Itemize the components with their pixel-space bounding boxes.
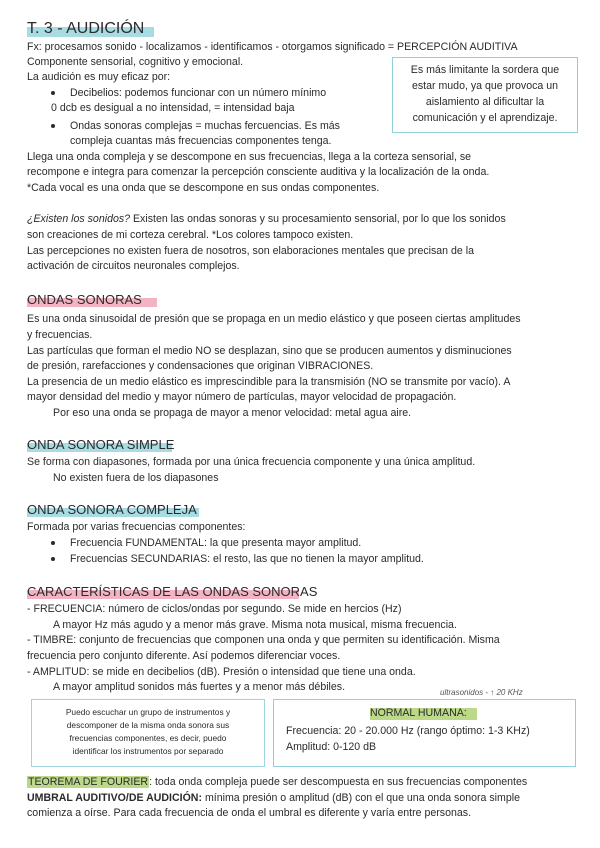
note-line: estar mudo, ya que provoca un — [411, 80, 559, 92]
ondas-line-2: y frecuencias. — [27, 329, 93, 341]
note-line: identificar los instrumentos por separado — [72, 746, 224, 756]
exist-question: ¿Existen los sonidos? — [27, 213, 131, 225]
exist-line-2: son creaciones de mi corteza cerebral. *Los colores tampoco existen. — [27, 229, 354, 241]
intro-fx: Fx: procesamos sonido - localizamos - identificamos - otorgamos significado = PERCEPCIÓN AUDITIVA — [27, 41, 518, 53]
umbral-term: UMBRAL AUDITIVO/DE AUDICIÓN: — [27, 792, 202, 804]
caract-timbre: - TIMBRE: conjunto de frecuencias que componen una onda y que permiten su identificación. Misma — [27, 634, 500, 646]
bullet-decibelios: Decibelios: podemos funcionar con un número mínimo — [70, 87, 327, 99]
exist-line-4: activación de circuitos neuronales complejos. — [27, 260, 240, 272]
heading-onda-compleja: ONDA SONORA COMPLEJA — [27, 502, 197, 518]
umbral-line-2: comienza a oírse. Para cada frecuencia de onda el umbral es diferente y varía entre personas. — [27, 807, 472, 819]
heading-onda-simple: ONDA SONORA SIMPLE — [27, 437, 175, 452]
heading-caracteristicas: CARACTERÍSTICAS DE LAS ONDAS SONORAS — [27, 584, 318, 599]
umbral-rest: mínima presión o amplitud (dB) con el que una onda sonora simple — [202, 792, 520, 804]
normal-amplitud: Amplitud: 0-120 dB — [286, 741, 377, 753]
normal-frecuencia: Frecuencia: 20 - 20.000 Hz (rango óptimo: 1-3 KHz) — [286, 725, 530, 737]
caract-timbre-detail: frecuencia pero conjunto diferente. Así podemos diferenciar voces. — [27, 650, 341, 662]
exist-line-3: Las percepciones no existen fuera de nosotros, son elaboraciones mentales que precisan de la — [27, 245, 474, 257]
intro-paragraph-2: recompone e integra para comenzar la percepción consciente auditiva y la localización de la onda. — [27, 166, 490, 178]
note-line: frecuencias componentes, es decir, puedo — [69, 733, 227, 743]
note-line: Es más limitante la sordera que — [410, 64, 560, 76]
ondas-line-3: Las partículas que forman el medio NO se desplazan, sino que se producen aumentos y disminuciones — [27, 345, 512, 357]
caract-frecuencia: - FRECUENCIA: número de ciclos/ondas por segundo. Se mide en hercios (Hz) — [27, 603, 402, 615]
caract-amplitud: - AMPLITUD: se mide en decibelios (dB). Presión o intensidad que tiene una onda. — [27, 666, 416, 678]
bullet-fundamental: Frecuencia FUNDAMENTAL: la que presenta mayor amplitud. — [70, 537, 362, 549]
note-line: comunicación y el aprendizaje. — [412, 112, 558, 124]
ondas-line-5: La presencia de un medio elástico es imprescindible para la transmisión (NO se transmite por vacío). A — [27, 376, 511, 388]
intro-paragraph-1: Llega una onda compleja y se descompone en sus frecuencias, llega a la corteza sensorial, se — [27, 151, 472, 163]
bullet-dot — [51, 124, 55, 128]
note-line: descomponer de la misma onda sonora sus — [66, 720, 230, 730]
intro-paragraph-3: *Cada vocal es una onda que se descompone en sus ondas componentes. — [27, 182, 380, 194]
bullet-dot — [51, 557, 55, 561]
page-title: T. 3 - AUDICIÓN — [27, 20, 144, 38]
fourier-rest: : toda onda compleja puede ser descompuesta en sus frecuencias componentes — [149, 776, 528, 788]
handwritten-ultrasonidos: ultrasonidos - ↑ 20 KHz — [440, 688, 523, 697]
bullet-dot — [51, 541, 55, 545]
compleja-line-1: Formada por varias frecuencias componentes: — [27, 521, 246, 533]
heading-ondas-sonoras: ONDAS SONORAS — [27, 292, 142, 308]
simple-line-2: No existen fuera de los diapasones — [53, 472, 219, 484]
exist-line-1 — [27, 212, 506, 227]
caract-amplitud-detail: A mayor amplitud sonidos más fuertes y a menor más débiles. — [53, 681, 346, 693]
note-line: aislamiento al dificultar la — [425, 96, 545, 108]
bullet-dot — [51, 91, 55, 95]
bullet-ondas: Ondas sonoras complejas = muchas fercuencias. Es más — [70, 120, 340, 132]
instrumentos-note-box — [31, 699, 265, 767]
normal-humana-heading: NORMAL HUMANA: — [370, 706, 467, 720]
note-line: Puedo escuchar un grupo de instrumentos y — [65, 707, 231, 717]
bullet-ondas-cont: compleja cuantas más frecuencias componentes tenga. — [70, 135, 332, 147]
ondas-line-4: de presión, rarefacciones y condensaciones que originan VIBRACIONES. — [27, 360, 374, 372]
sordera-note-box — [392, 57, 578, 133]
ondas-line-7: Por eso una onda se propaga de mayor a menor velocidad: metal agua aire. — [53, 407, 412, 419]
exist-answer: Existen las ondas sonoras y su procesamiento sensorial, por lo que los sonidos — [130, 213, 506, 225]
intro-component: Componente sensorial, cognitivo y emocional. — [27, 56, 244, 68]
fourier-term: TEOREMA DE FOURIER — [28, 776, 149, 788]
bullet-decibelios-cont: 0 dcb es desigual a no intensidad, = intensidad baja — [51, 102, 295, 114]
normal-humana-box — [273, 699, 576, 767]
bullet-secundarias: Frecuencias SECUNDARIAS: el resto, las que no tienen la mayor amplitud. — [70, 553, 424, 565]
ondas-line-6: mayor densidad del medio y mayor número de partículas, mayor velocidad de propagación. — [27, 391, 457, 403]
umbral-line — [27, 791, 520, 806]
simple-line-1: Se forma con diapasones, formada por una única frecuencia componente y una única amplitud. — [27, 456, 476, 468]
fourier-line — [27, 775, 527, 790]
intro-efficient: La audición es muy eficaz por: — [27, 71, 171, 83]
ondas-line-1: Es una onda sinusoidal de presión que se propaga en un medio elástico y que poseen ciertas amplitudes — [27, 313, 521, 325]
caract-frecuencia-detail: A mayor Hz más agudo y a menor más grave. Misma nota musical, misma frecuencia. — [53, 619, 457, 631]
